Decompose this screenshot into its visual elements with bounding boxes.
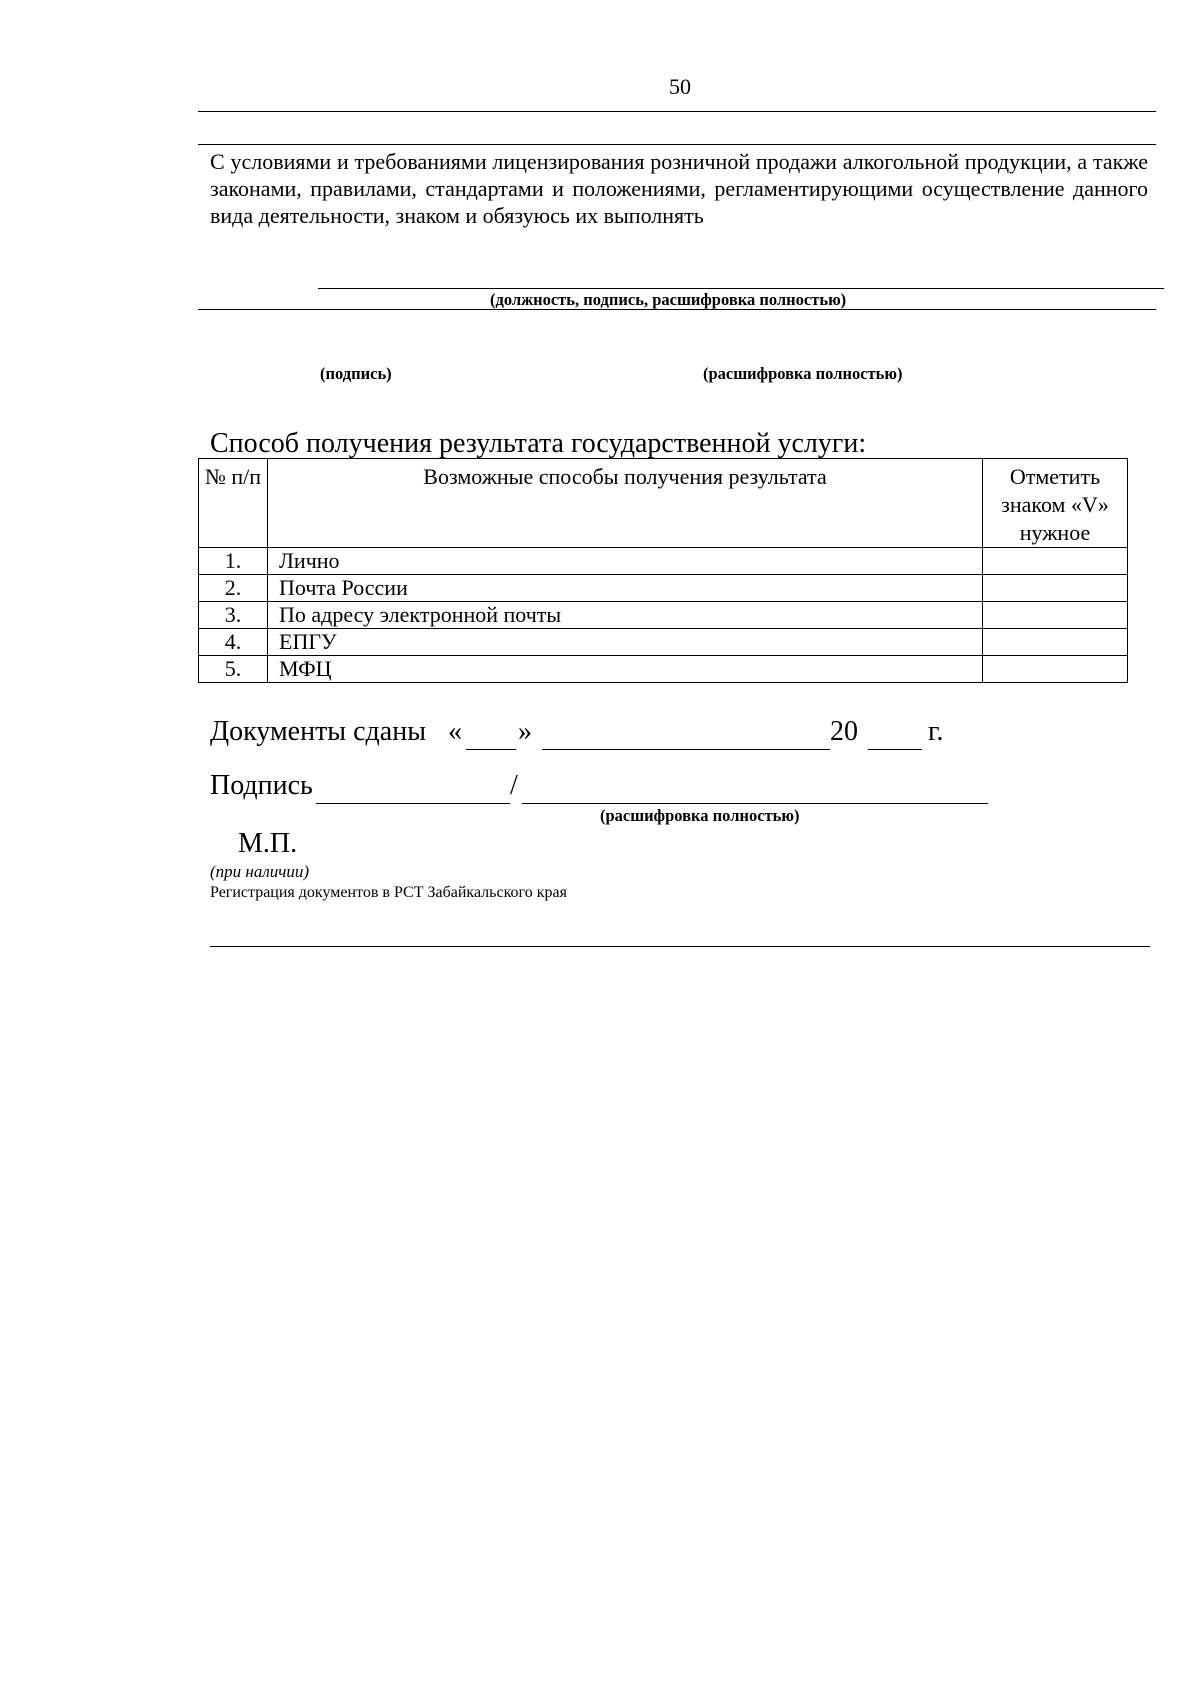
- position-caption: (должность, подпись, расшифровка полностью): [490, 290, 847, 309]
- table-header-row: [199, 459, 1128, 548]
- row-method: МФЦ: [268, 656, 983, 683]
- table-row: [199, 548, 1128, 575]
- year-prefix: 20: [830, 716, 858, 747]
- row-num: 4.: [199, 629, 268, 656]
- header-mark: Отметить знаком «V» нужное: [983, 459, 1128, 548]
- table-row: [199, 575, 1128, 602]
- day-blank[interactable]: [466, 749, 516, 750]
- table-row: [199, 602, 1128, 629]
- month-blank[interactable]: [542, 749, 830, 750]
- row-method: Почта России: [268, 575, 983, 602]
- intro-text: С условиями и требованиями лицензирования розничной продажи алкогольной продукции, а также законами, правилами, стандартами и положениями, регламентирующими осуществление данного вида деятельности, знаком и обязуюсь их выполнять: [210, 149, 1148, 228]
- row-mark-cell[interactable]: [983, 575, 1128, 602]
- row-num: 5.: [199, 656, 268, 683]
- documents-close-quote: »: [518, 716, 532, 747]
- signature-caption: (подпись): [320, 364, 392, 383]
- row-method: По адресу электронной почты: [268, 602, 983, 629]
- page-number: 50: [669, 74, 691, 99]
- registration-line[interactable]: [210, 946, 1150, 947]
- row-mark-cell[interactable]: [983, 656, 1128, 683]
- row-method: Лично: [268, 548, 983, 575]
- documents-submitted-label: Документы сданы: [210, 716, 427, 747]
- signature-name-caption: (расшифровка полностью): [600, 806, 800, 825]
- year-blank[interactable]: [868, 749, 922, 750]
- header-num: № п/п: [199, 459, 268, 548]
- signature-label: Подпись: [210, 770, 313, 801]
- row-num: 1.: [199, 548, 268, 575]
- year-suffix: г.: [928, 716, 944, 747]
- documents-open-quote: «: [448, 716, 462, 747]
- signature-name-blank[interactable]: [522, 803, 988, 804]
- section-title: Способ получения результата государственной услуги:: [210, 428, 867, 459]
- result-methods-table: [198, 458, 1128, 683]
- row-mark-cell[interactable]: [983, 548, 1128, 575]
- position-bottom-rule: [198, 309, 1156, 310]
- table-row: [199, 629, 1128, 656]
- signature-separator: /: [510, 770, 518, 801]
- row-mark-cell[interactable]: [983, 629, 1128, 656]
- registration-label: Регистрация документов в РСТ Забайкальского края: [210, 884, 567, 901]
- row-mark-cell[interactable]: [983, 602, 1128, 629]
- row-num: 2.: [199, 575, 268, 602]
- top-rule: [198, 111, 1156, 112]
- table-row: [199, 656, 1128, 683]
- row-method: ЕПГУ: [268, 629, 983, 656]
- position-signature-line: [318, 288, 1164, 289]
- stamp-mark: М.П.: [238, 828, 298, 859]
- stamp-note: (при наличии): [210, 862, 310, 881]
- decipher-caption: (расшифровка полностью): [703, 364, 903, 383]
- top-rule-secondary: [198, 144, 1156, 145]
- row-num: 3.: [199, 602, 268, 629]
- header-method: Возможные способы получения результата: [268, 459, 983, 548]
- signature-blank[interactable]: [316, 803, 510, 804]
